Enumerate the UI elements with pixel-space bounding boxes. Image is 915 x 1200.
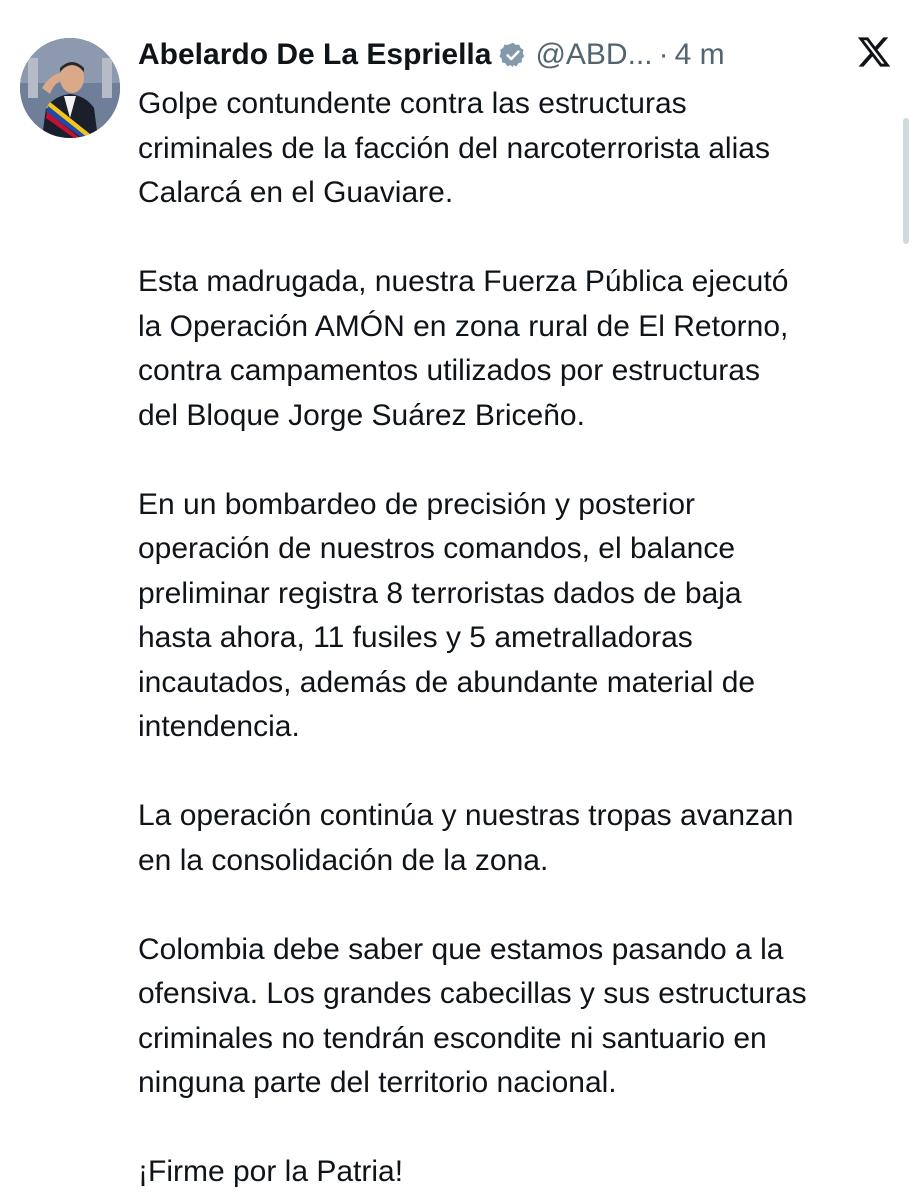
text-line: Colombia debe saber que estamos pasando a la: [138, 932, 784, 966]
author-handle[interactable]: @ABD...: [535, 38, 653, 71]
tweet-paragraph: [138, 1150, 878, 1195]
author-name[interactable]: Abelardo De La Espriella: [138, 38, 492, 71]
x-logo-icon[interactable]: [856, 34, 892, 70]
separator-dot: ·: [658, 38, 669, 71]
tweet-paragraph: [138, 794, 878, 883]
tweet-text: [138, 82, 878, 1195]
text-line: criminales de la facción del narcoterrorista alias: [138, 131, 770, 165]
tweet-paragraph: [138, 82, 878, 216]
text-line: ninguna parte del territorio nacional.: [138, 1066, 617, 1099]
text-line: preliminar registra 8 terroristas dados de baja: [138, 576, 742, 610]
verified-badge-icon: [499, 41, 527, 69]
text-line: hasta ahora, 11 fusiles y 5 ametralladoras: [138, 621, 693, 654]
text-line: operación de nuestros comandos, el balance: [138, 532, 736, 565]
tweet-paragraph: [138, 483, 878, 750]
text-line: ¡Firme por la Patria!: [138, 1155, 404, 1188]
text-line: contra campamentos utilizados por estructuras: [138, 354, 760, 387]
text-line: del Bloque Jorge Suárez Briceño.: [138, 398, 585, 432]
text-line: en la consolidación de la zona.: [138, 843, 549, 877]
avatar[interactable]: [20, 38, 120, 138]
text-line: incautados, además de abundante material de: [138, 665, 756, 699]
text-line: En un bombardeo de precisión y posterior: [138, 487, 695, 521]
tweet-paragraph: [138, 260, 878, 438]
tweet-paragraph: [138, 928, 878, 1106]
scrollbar[interactable]: [903, 118, 909, 244]
text-line: Esta madrugada, nuestra Fuerza Pública ejecutó: [138, 265, 789, 298]
text-line: La operación continúa y nuestras tropas avanzan: [138, 799, 794, 832]
text-line: intendencia.: [138, 710, 300, 743]
text-line: la Operación AMÓN en zona rural de El Retorno,: [138, 309, 789, 343]
text-line: ofensiva. Los grandes cabecillas y sus estructuras: [138, 977, 807, 1010]
text-line: Calarcá en el Guaviare.: [138, 176, 454, 209]
text-line: criminales no tendrán escondite ni santuario en: [138, 1021, 767, 1055]
tweet-header: [138, 30, 725, 80]
timestamp[interactable]: 4 m: [674, 38, 725, 71]
text-line: Golpe contundente contra las estructuras: [138, 87, 687, 120]
